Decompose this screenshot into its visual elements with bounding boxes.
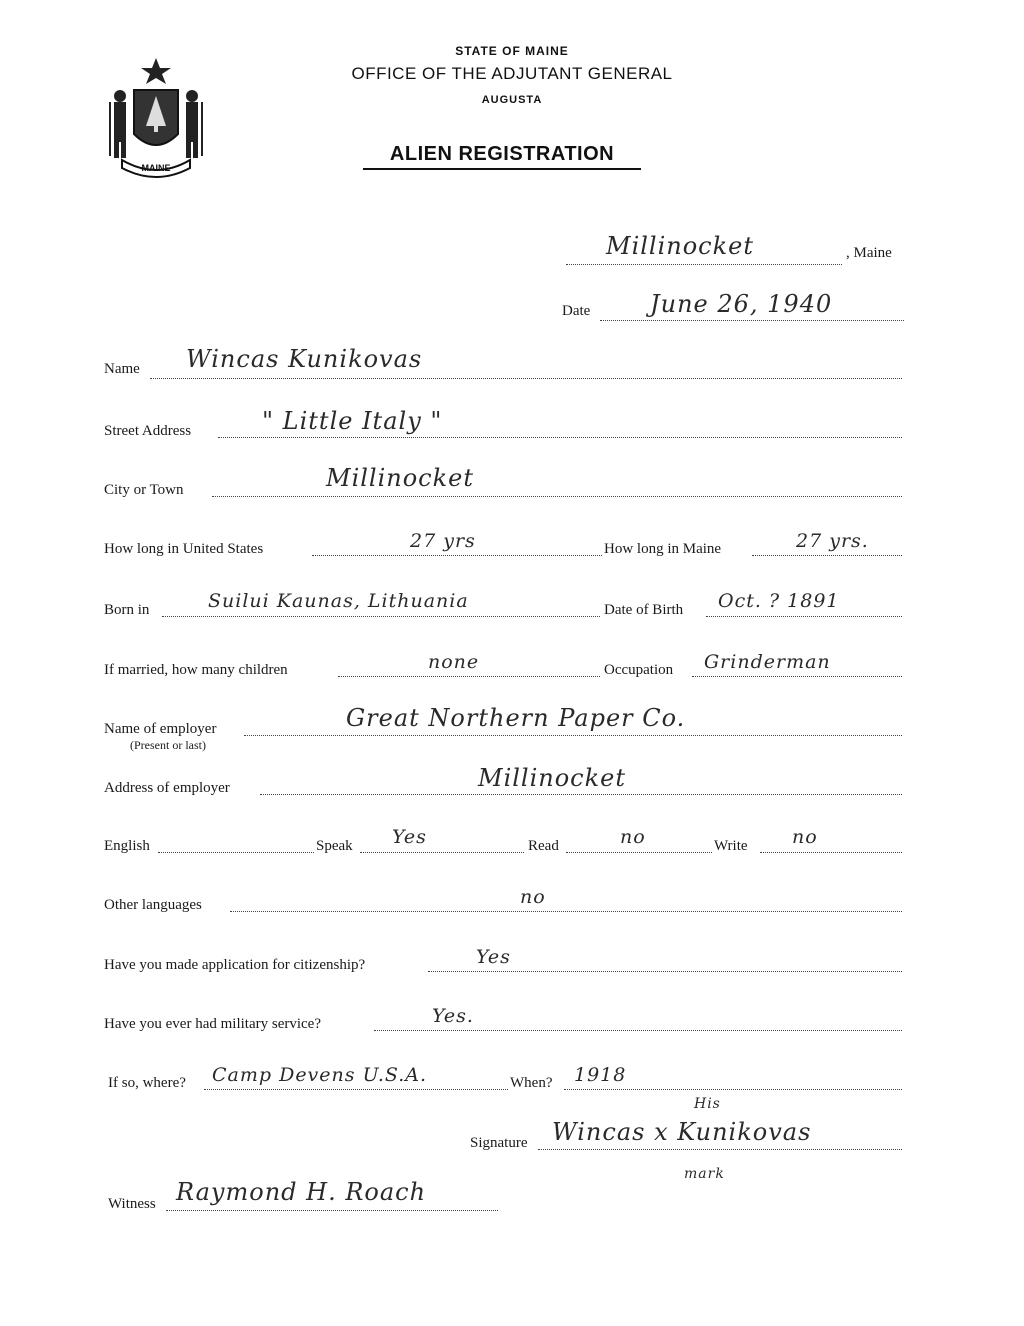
- employer-address-value[interactable]: Millinocket: [478, 764, 627, 792]
- write-value[interactable]: no: [792, 826, 818, 848]
- employer-address-line: [260, 794, 902, 795]
- city-line: [212, 496, 902, 497]
- military-value[interactable]: Yes.: [432, 1005, 474, 1027]
- speak-line: [360, 852, 524, 853]
- how-long-maine-label: How long in Maine: [604, 541, 722, 557]
- english-line: [158, 852, 314, 853]
- speak-value[interactable]: Yes: [392, 826, 427, 848]
- dob-value[interactable]: Oct. ? 1891: [718, 590, 840, 612]
- header-city: AUGUSTA: [481, 94, 543, 106]
- how-long-maine-value[interactable]: 27 yrs.: [796, 530, 869, 552]
- signature-value[interactable]: Wincas x Kunikovas: [552, 1118, 812, 1146]
- military-line: [374, 1030, 902, 1031]
- occupation-label: Occupation: [604, 662, 674, 678]
- employer-value[interactable]: Great Northern Paper Co.: [346, 704, 686, 732]
- citizenship-label: Have you made application for citizenship?: [104, 957, 366, 973]
- employer-label: Name of employer: [104, 721, 217, 737]
- signature-mark-note: mark: [684, 1166, 725, 1182]
- when-label: When?: [510, 1075, 553, 1091]
- city-value[interactable]: Millinocket: [326, 464, 475, 492]
- where-line: [204, 1089, 508, 1090]
- other-languages-value[interactable]: no: [520, 886, 546, 908]
- date-label: Date: [562, 303, 591, 319]
- how-long-us-line: [312, 555, 602, 556]
- signature-his-note: His: [694, 1096, 721, 1112]
- how-long-maine-line: [752, 555, 902, 556]
- witness-value[interactable]: Raymond H. Roach: [176, 1178, 427, 1206]
- place-value[interactable]: Millinocket: [606, 232, 755, 260]
- street-address-value[interactable]: " Little Italy ": [262, 407, 443, 435]
- form-title: ALIEN REGISTRATION: [363, 143, 641, 170]
- where-label: If so, where?: [108, 1075, 186, 1091]
- place-line: [566, 264, 842, 265]
- occupation-value[interactable]: Grinderman: [704, 651, 831, 673]
- children-label: If married, how many children: [104, 662, 288, 678]
- where-value[interactable]: Camp Devens U.S.A.: [212, 1064, 428, 1086]
- dob-line: [706, 616, 902, 617]
- how-long-us-label: How long in United States: [104, 541, 264, 557]
- employer-sublabel: (Present or last): [130, 738, 206, 752]
- children-value[interactable]: none: [428, 651, 480, 673]
- place-suffix: , Maine: [846, 245, 892, 261]
- signature-label: Signature: [470, 1135, 528, 1151]
- when-line: [564, 1089, 902, 1090]
- signature-line: [538, 1149, 902, 1150]
- write-line: [760, 852, 902, 853]
- name-label: Name: [104, 361, 140, 377]
- seal-banner-text: MAINE: [141, 163, 171, 173]
- header-office: OFFICE OF THE ADJUTANT GENERAL: [351, 64, 673, 83]
- city-label: City or Town: [104, 482, 184, 498]
- military-label: Have you ever had military service?: [104, 1016, 321, 1032]
- write-label: Write: [714, 838, 748, 854]
- born-in-label: Born in: [104, 602, 150, 618]
- witness-line: [166, 1210, 498, 1211]
- other-languages-label: Other languages: [104, 897, 202, 913]
- name-value[interactable]: Wincas Kunikovas: [186, 345, 423, 373]
- read-label: Read: [528, 838, 559, 854]
- other-languages-line: [230, 911, 902, 912]
- speak-label: Speak: [316, 838, 353, 854]
- how-long-us-value[interactable]: 27 yrs: [410, 530, 476, 552]
- when-value[interactable]: 1918: [574, 1064, 627, 1086]
- read-value[interactable]: no: [620, 826, 646, 848]
- header-state: STATE OF MAINE: [455, 44, 569, 58]
- citizenship-line: [428, 971, 902, 972]
- read-line: [566, 852, 712, 853]
- dob-label: Date of Birth: [604, 602, 684, 618]
- occupation-line: [692, 676, 902, 677]
- name-line: [150, 378, 902, 379]
- english-label: English: [104, 838, 150, 854]
- street-address-line: [218, 437, 902, 438]
- witness-label: Witness: [108, 1196, 156, 1212]
- street-address-label: Street Address: [104, 423, 192, 439]
- born-in-line: [162, 616, 600, 617]
- children-line: [338, 676, 600, 677]
- born-in-value[interactable]: Suilui Kaunas, Lithuania: [208, 590, 469, 612]
- citizenship-value[interactable]: Yes: [476, 946, 511, 968]
- employer-address-label: Address of employer: [104, 780, 230, 796]
- date-line: [600, 320, 904, 321]
- employer-line: [244, 735, 902, 736]
- date-value[interactable]: June 26, 1940: [650, 290, 833, 318]
- maine-state-seal-icon: [104, 56, 208, 180]
